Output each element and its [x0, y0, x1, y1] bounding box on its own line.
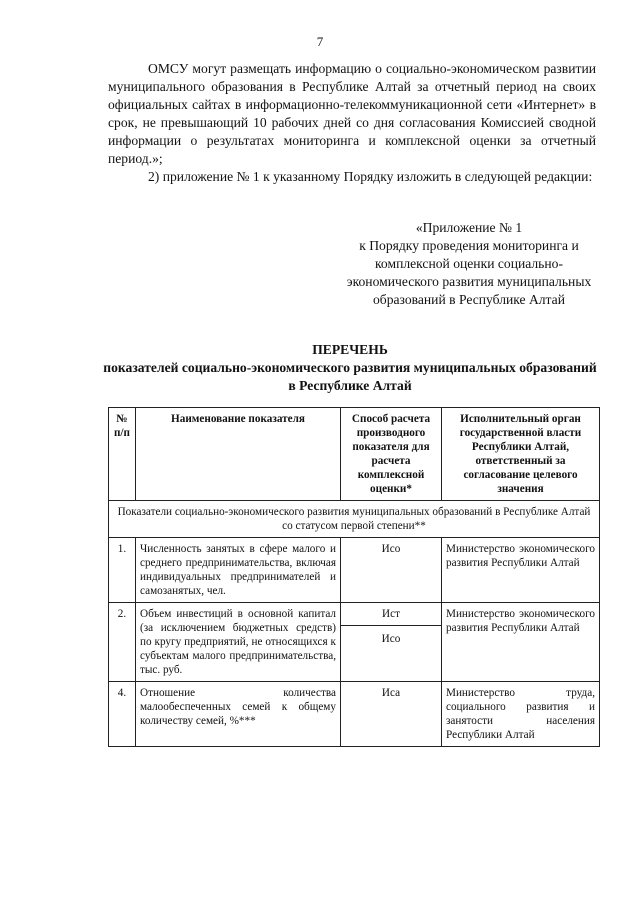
- row-num: 1.: [109, 538, 136, 603]
- header-org: Исполнительный орган государственной власти Республики Алтай, ответственный за согласование целевого значения: [442, 408, 600, 501]
- appendix-block: [338, 219, 600, 309]
- paragraph-omsu: ОМСУ могут размещать информацию о социально-экономическом развитии муниципального образования в Республике Алтай за отчетный период на своих официальных сайтах в информационно-телекоммуникационной сети «Интернет» в срок, не превышающий 10 рабочих дней со дня согласования Комиссией сводной информации о результатах мониторинга и комплексной оценки за отчетный период.»;: [108, 61, 596, 166]
- heading-title: ПЕРЕЧЕНЬ: [312, 342, 388, 357]
- row-method: Иса: [341, 682, 442, 747]
- appendix-subtitle: к Порядку проведения мониторинга и комплексной оценки социально-экономического развития муниципальных образований в Республике Алтай: [346, 238, 592, 307]
- paragraph-amendment: 2) приложение № 1 к указанному Порядку изложить в следующей редакции:: [148, 169, 593, 184]
- row-num: 2.: [109, 603, 136, 682]
- table-section-row: [109, 501, 600, 538]
- row-method-primary: Ист: [382, 608, 400, 620]
- row-org: Министерство труда, социального развития и занятости населения Республики Алтай: [442, 682, 600, 747]
- row-org: Министерство экономического развития Республики Алтай: [442, 538, 600, 603]
- body-text: [108, 60, 596, 186]
- row-name: Численность занятых в сфере малого и среднего предпринимательства, включая индивидуальных предпринимателей и самозанятых, чел.: [136, 538, 341, 603]
- header-method: Способ расчета производного показателя для расчета комплексной оценки*: [341, 408, 442, 501]
- indicators-table: [108, 407, 600, 747]
- appendix-title: «Приложение № 1: [415, 220, 523, 235]
- table-row: [109, 603, 600, 682]
- heading-subtitle: показателей социально-экономического развития муниципальных образований в Республике Алтай: [103, 360, 597, 393]
- row-method: Исо: [341, 538, 442, 603]
- header-num: № п/п: [109, 408, 136, 501]
- row-name: Отношение количества малообеспеченных семей к общему количеству семей, %***: [136, 682, 341, 747]
- header-name: Наименование показателя: [136, 408, 341, 501]
- section-title: Показатели социально-экономического развития муниципальных образований в Республике Алтай со статусом первой степени**: [109, 501, 600, 538]
- page-number: 7: [316, 34, 324, 49]
- row-num: 4.: [109, 682, 136, 747]
- table-header-row: [109, 408, 600, 501]
- row-name: Объем инвестиций в основной капитал (за исключением бюджетных средств) по кругу предприятий, не относящихся к субъектам малого предпринимательства, тыс. руб.: [136, 603, 341, 682]
- table-row: [109, 682, 600, 747]
- document-heading: [100, 341, 600, 395]
- row-method: [341, 603, 442, 682]
- table-row: [109, 538, 600, 603]
- row-method-secondary: Исо: [341, 625, 441, 646]
- row-org: Министерство экономического развития Республики Алтай: [442, 603, 600, 682]
